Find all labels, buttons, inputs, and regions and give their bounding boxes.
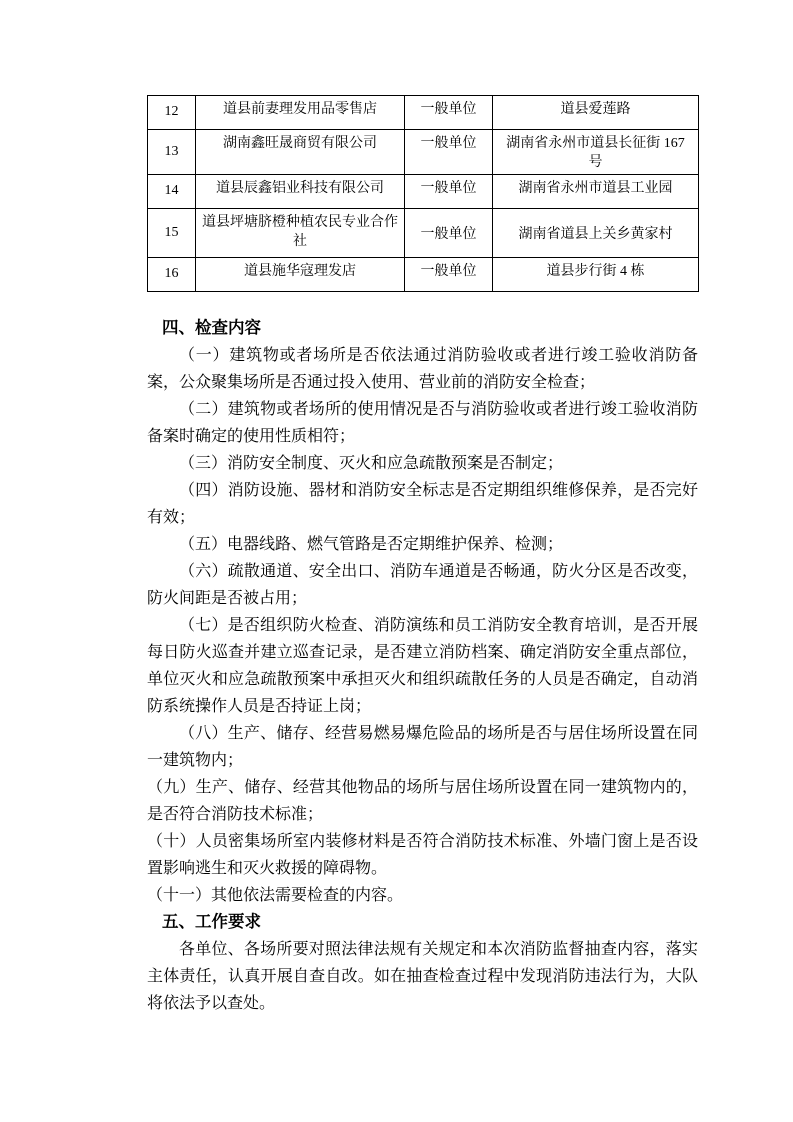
section-heading-inspection-content: 四、检查内容 [162, 319, 261, 337]
unit-name-cell: 道县前妻理发用品零售店 [196, 96, 405, 130]
work-requirements-paragraph: 各单位、各场所要对照法律法规有关规定和本次消防监督抽查内容，落实主体责任，认真开展自查自改。如在抽查检查过程中发现消防违法行为，大队将依法予以查处。 [147, 941, 698, 1012]
unit-name-cell: 道县坪塘脐橙种植农民专业合作社 [196, 209, 405, 258]
inspection-item-1: （一）建筑物或者场所是否依法通过消防验收或者进行竣工验收消防备案，公众聚集场所是否通过投入使用、营业前的消防安全检查； [147, 347, 698, 391]
unit-number-cell: 13 [148, 130, 196, 175]
inspection-item-5: （五）电器线路、燃气管路是否定期维护保养、检测； [179, 536, 564, 553]
inspection-item-11: （十一）其他依法需要检查的内容。 [147, 887, 404, 904]
inspection-item-6: （六）疏散通道、安全出口、消防车通道是否畅通，防火分区是否改变，防火间距是否被占用； [147, 563, 698, 607]
unit-number-cell: 16 [148, 258, 196, 292]
unit-address-cell: 湖南省永州市道县长征街 167 号 [493, 130, 699, 175]
inspection-item-8: （八）生产、储存、经营易燃易爆危险品的场所是否与居住场所设置在同一建筑物内； [147, 725, 698, 769]
unit-name-cell: 湖南鑫旺晟商贸有限公司 [196, 130, 405, 175]
inspection-item-10: （十）人员密集场所室内装修材料是否符合消防技术标准、外墙门窗上是否设置影响逃生和灭火救援的障碍物。 [147, 833, 698, 877]
table-row [148, 209, 699, 258]
unit-address-cell: 湖南省道县上关乡黄家村 [493, 209, 699, 258]
unit-number-cell: 15 [148, 209, 196, 258]
unit-type-cell: 一般单位 [405, 96, 493, 130]
body-text [147, 315, 698, 1017]
unit-name-cell: 道县辰鑫铝业科技有限公司 [196, 175, 405, 209]
unit-name-cell: 道县施华寇理发店 [196, 258, 405, 292]
inspection-item-7: （七）是否组织防火检查、消防演练和员工消防安全教育培训，是否开展每日防火巡查并建立巡查记录，是否建立消防档案、确定消防安全重点部位，单位灭火和应急疏散预案中承担灭火和组织疏散任务的人员是否确定，自动消防系统操作人员是否持证上岗； [147, 617, 698, 715]
table-row [148, 130, 699, 175]
table-row [148, 175, 699, 209]
inspection-item-9: （九）生产、储存、经营其他物品的场所与居住场所设置在同一建筑物内的，是否符合消防技术标准； [147, 779, 698, 823]
table-row [148, 258, 699, 292]
inspection-item-3: （三）消防安全制度、灭火和应急疏散预案是否制定； [179, 455, 564, 472]
page-content [147, 95, 698, 1017]
unit-address-cell: 道县爱莲路 [493, 96, 699, 130]
section-heading-work-requirements: 五、工作要求 [162, 913, 261, 931]
unit-type-cell: 一般单位 [405, 130, 493, 175]
inspection-item-2: （二）建筑物或者场所的使用情况是否与消防验收或者进行竣工验收消防备案时确定的使用性质相符； [147, 401, 698, 445]
unit-number-cell: 14 [148, 175, 196, 209]
table-row [148, 96, 699, 130]
inspection-units-table [147, 95, 699, 292]
unit-number-cell: 12 [148, 96, 196, 130]
unit-type-cell: 一般单位 [405, 258, 493, 292]
inspection-item-4: （四）消防设施、器材和消防安全标志是否定期组织维修保养，是否完好有效； [147, 482, 698, 526]
unit-type-cell: 一般单位 [405, 209, 493, 258]
unit-type-cell: 一般单位 [405, 175, 493, 209]
unit-address-cell: 道县步行街 4 栋 [493, 258, 699, 292]
unit-address-cell: 湖南省永州市道县工业园 [493, 175, 699, 209]
